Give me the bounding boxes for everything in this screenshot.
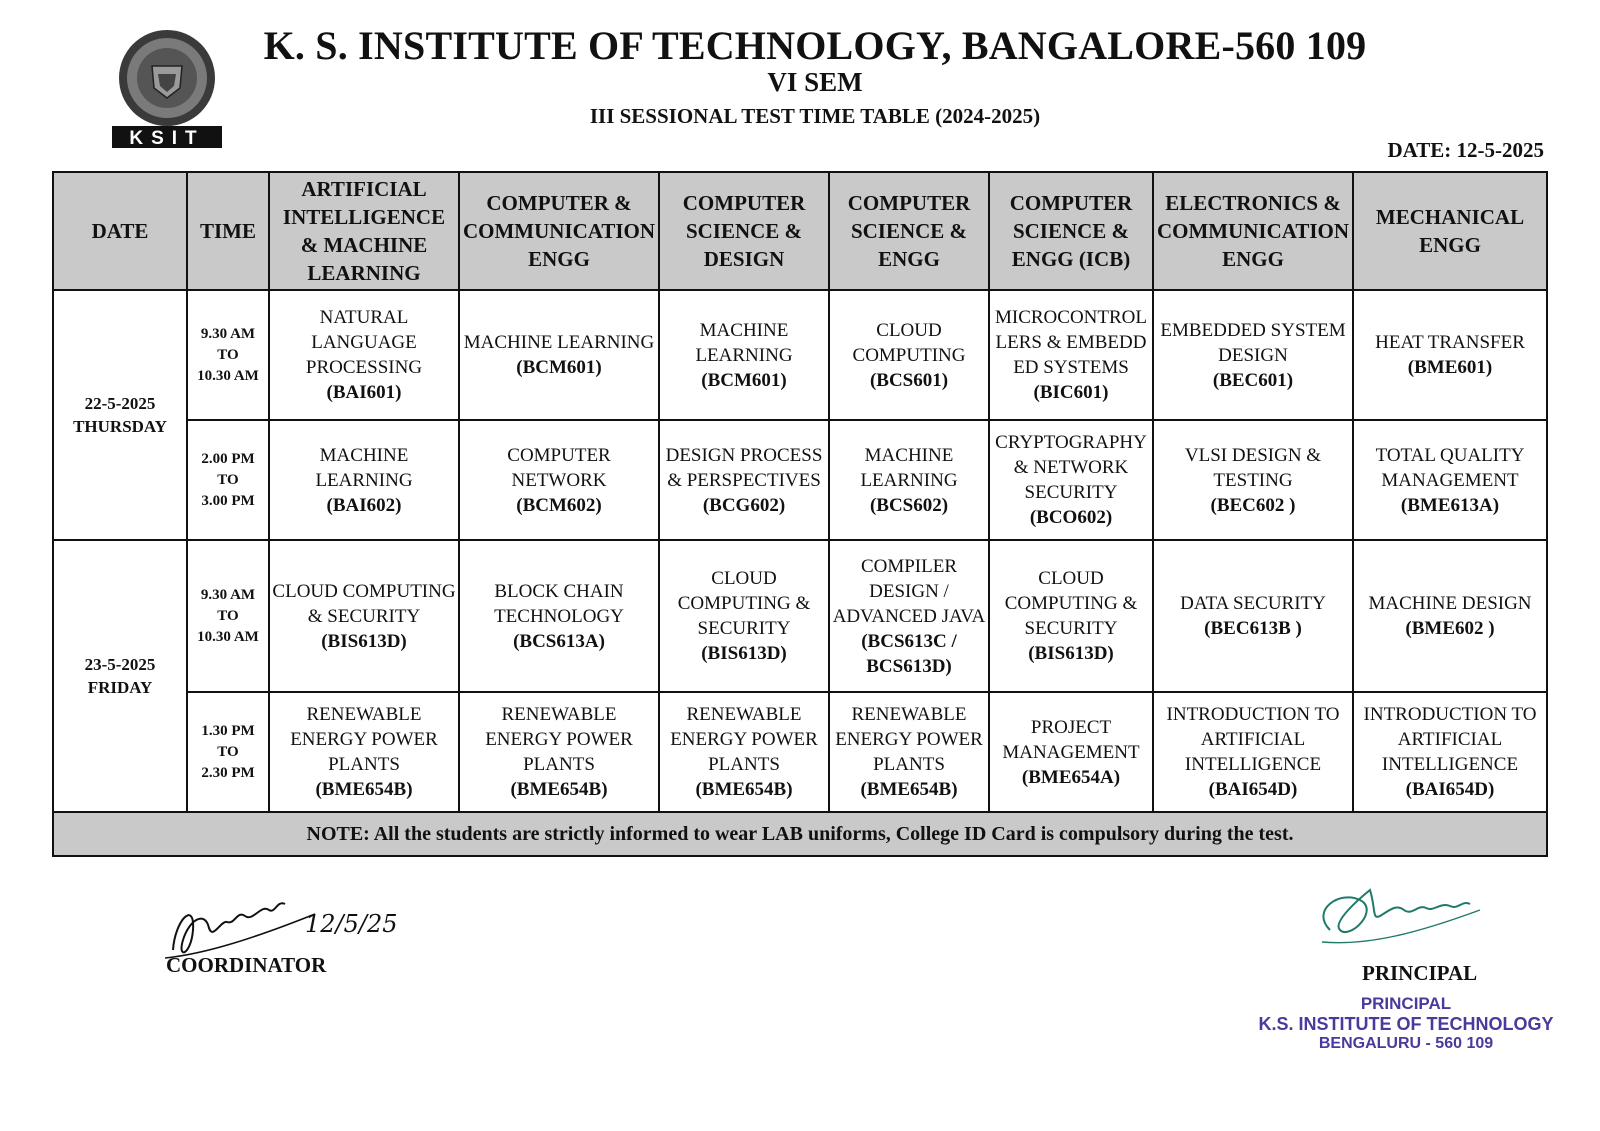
test-title: III SESSIONAL TEST TIME TABLE (2024-2025) — [589, 104, 1041, 128]
subject-cell: CLOUD COMPUTING & SECURITY (BIS613D) — [989, 540, 1153, 692]
subject-cell: CLOUD COMPUTING & SECURITY (BIS613D) — [659, 540, 829, 692]
subject-cell: MACHINE LEARNING (BAI602) — [269, 420, 459, 540]
coordinator-label: COORDINATOR — [166, 953, 327, 977]
subject-cell: HEAT TRANSFER (BME601) — [1353, 290, 1547, 420]
subject-cell: DATA SECURITY (BEC613B ) — [1153, 540, 1353, 692]
col-dept: COMPUTER & COMMUNICATION ENGG — [459, 172, 659, 290]
subject-cell: CRYPTOGRAPHY & NETWORK SECURITY (BCO602) — [989, 420, 1153, 540]
table-row — [53, 692, 1547, 812]
day-cell — [53, 540, 187, 812]
principal-stamp: PRINCIPAL K.S. INSTITUTE OF TECHNOLOGY BENGALURU - 560 109 — [1258, 994, 1554, 1052]
subject-cell: EMBEDDED SYSTEM DESIGN (BEC601) — [1153, 290, 1353, 420]
time-cell: 1.30 PM TO 2.30 PM — [187, 692, 269, 812]
subject-cell: COMPUTER NETWORK (BCM602) — [459, 420, 659, 540]
subject-cell: RENEWABLE ENERGY POWER PLANTS (BME654B) — [269, 692, 459, 812]
col-date: DATE — [53, 172, 187, 290]
timetable — [52, 171, 1548, 857]
day-name: THURSDAY — [73, 417, 167, 436]
page-header — [0, 22, 1600, 129]
time-cell: 2.00 PM TO 3.00 PM — [187, 420, 269, 540]
subject-cell: RENEWABLE ENERGY POWER PLANTS (BME654B) — [829, 692, 989, 812]
table-row — [53, 290, 1547, 420]
subject-cell: BLOCK CHAIN TECHNOLOGY (BCS613A) — [459, 540, 659, 692]
day-date: 22-5-2025 — [84, 394, 156, 413]
logo-text: KSIT — [129, 128, 205, 149]
subject-cell: COMPILER DESIGN / ADVANCED JAVA (BCS613C / BCS613D) — [829, 540, 989, 692]
day-cell — [53, 290, 187, 540]
subject-cell: NATURAL LANGUAGE PROCESSING (BAI601) — [269, 290, 459, 420]
subject-cell: MICROCONTROLLERS & EMBEDDED SYSTEMS (BIC601) — [989, 290, 1153, 420]
subject-cell: INTRODUCTION TO ARTIFICIAL INTELLIGENCE (BAI654D) — [1153, 692, 1353, 812]
issue-date: DATE: 12-5-2025 — [1387, 138, 1544, 162]
col-dept: COMPUTER SCIENCE & DESIGN — [659, 172, 829, 290]
subject-cell: MACHINE LEARNING (BCS602) — [829, 420, 989, 540]
subject-cell: PROJECT MANAGEMENT (BME654A) — [989, 692, 1153, 812]
institute-name: K. S. INSTITUTE OF TECHNOLOGY, BANGALORE-560 109 — [263, 23, 1367, 68]
principal-label: PRINCIPAL — [1362, 961, 1478, 985]
col-dept: COMPUTER SCIENCE & ENGG — [829, 172, 989, 290]
col-dept: MECHANICAL ENGG — [1353, 172, 1547, 290]
day-name: FRIDAY — [87, 678, 153, 697]
table-row — [53, 420, 1547, 540]
subject-cell: CLOUD COMPUTING (BCS601) — [829, 290, 989, 420]
note-row — [53, 812, 1547, 856]
subject-cell: RENEWABLE ENERGY POWER PLANTS (BME654B) — [459, 692, 659, 812]
subject-cell: VLSI DESIGN & TESTING (BEC602 ) — [1153, 420, 1353, 540]
subject-cell: RENEWABLE ENERGY POWER PLANTS (BME654B) — [659, 692, 829, 812]
subject-cell: MACHINE DESIGN (BME602 ) — [1353, 540, 1547, 692]
subject-cell: MACHINE LEARNING (BCM601) — [459, 290, 659, 420]
subject-cell: INTRODUCTION TO ARTIFICIAL INTELLIGENCE (BAI654D) — [1353, 692, 1547, 812]
col-dept: ARTIFICIAL INTELLIGENCE & MACHINE LEARNING — [269, 172, 459, 290]
time-cell: 9.30 AM TO 10.30 AM — [187, 540, 269, 692]
subject-cell: MACHINE LEARNING (BCM601) — [659, 290, 829, 420]
day-date: 23-5-2025 — [84, 655, 156, 674]
header-row — [53, 172, 1547, 290]
subject-cell: TOTAL QUALITY MANAGEMENT (BME613A) — [1353, 420, 1547, 540]
table-row — [53, 540, 1547, 692]
time-cell: 9.30 AM TO 10.30 AM — [187, 290, 269, 420]
semester: VI SEM — [767, 67, 863, 97]
subject-cell: DESIGN PROCESS & PERSPECTIVES (BCG602) — [659, 420, 829, 540]
col-time: TIME — [187, 172, 269, 290]
col-dept: COMPUTER SCIENCE & ENGG (ICB) — [989, 172, 1153, 290]
coordinator-date: 12/5/25 — [305, 910, 398, 938]
note: NOTE: All the students are strictly informed to wear LAB uniforms, College ID Card is compulsory during the test. — [53, 812, 1547, 856]
subject-cell: CLOUD COMPUTING & SECURITY (BIS613D) — [269, 540, 459, 692]
col-dept: ELECTRONICS & COMMUNICATION ENGG — [1153, 172, 1353, 290]
principal-signature — [1310, 870, 1500, 960]
